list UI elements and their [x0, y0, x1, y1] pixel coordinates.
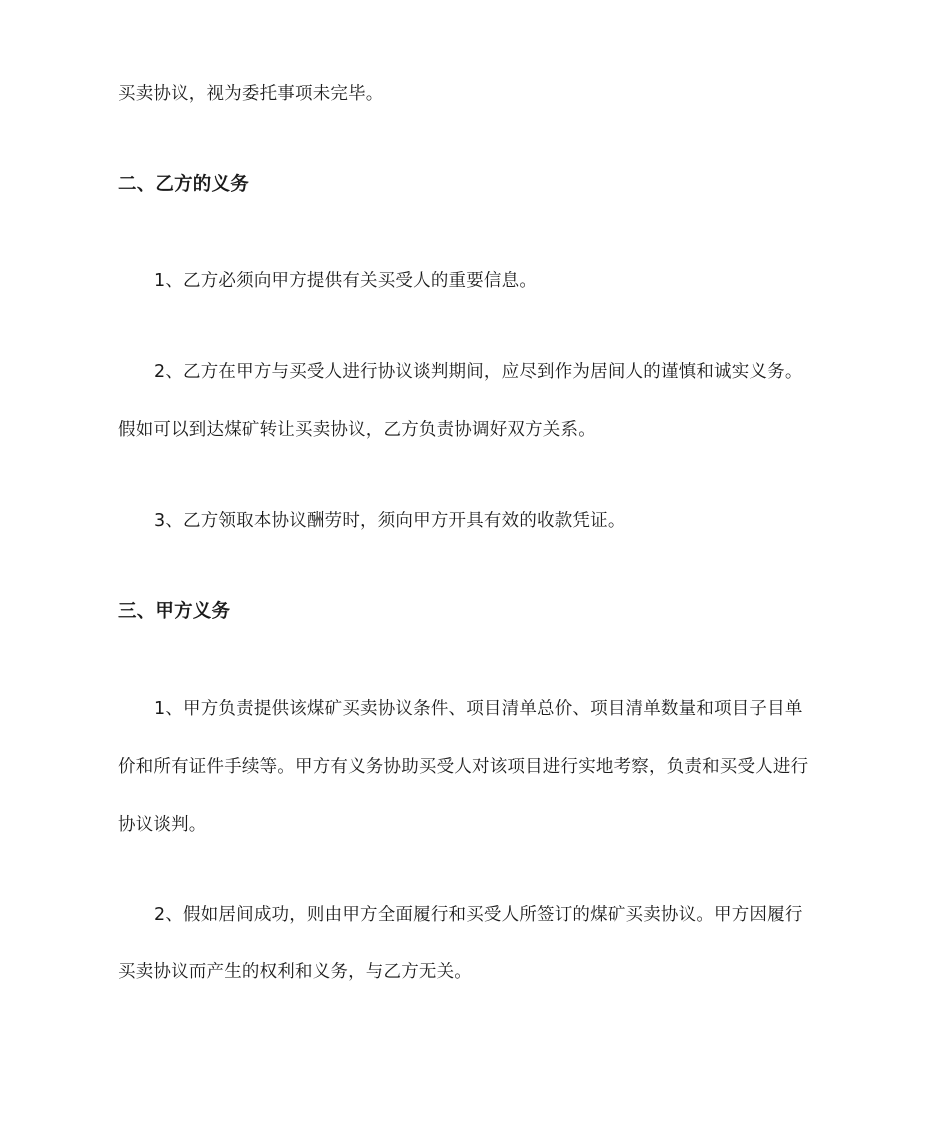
- section-3-heading: 三、甲方义务: [118, 601, 231, 622]
- section-3-item-1-line-1: 1、甲方负责提供该煤矿买卖协议条件、项目清单总价、项目清单数量和项目子目单: [154, 699, 803, 719]
- section-2-item-2-line-1: 2、乙方在甲方与买受人进行协议谈判期间，应尽到作为居间人的谨慎和诚实义务。: [154, 362, 803, 382]
- section-3-item-2-line-2: 买卖协议而产生的权利和义务，与乙方无关。: [118, 962, 472, 982]
- section-3-item-2-line-1: 2、假如居间成功，则由甲方全面履行和买受人所签订的煤矿买卖协议。甲方因履行: [154, 905, 803, 925]
- paragraph-continuation: 买卖协议，视为委托事项未完毕。: [118, 84, 384, 104]
- section-2-heading: 二、乙方的义务: [118, 174, 249, 195]
- section-3-item-1-line-2: 价和所有证件手续等。甲方有义务协助买受人对该项目进行实地考察，负责和买受人进行: [118, 757, 809, 777]
- section-2-item-1: 1、乙方必须向甲方提供有关买受人的重要信息。: [154, 271, 538, 291]
- section-2-item-3: 3、乙方领取本协议酬劳时，须向甲方开具有效的收款凭证。: [154, 511, 626, 531]
- section-3-item-1-line-3: 协议谈判。: [118, 815, 207, 835]
- section-2-item-2-line-2: 假如可以到达煤矿转让买卖协议，乙方负责协调好双方关系。: [118, 420, 596, 440]
